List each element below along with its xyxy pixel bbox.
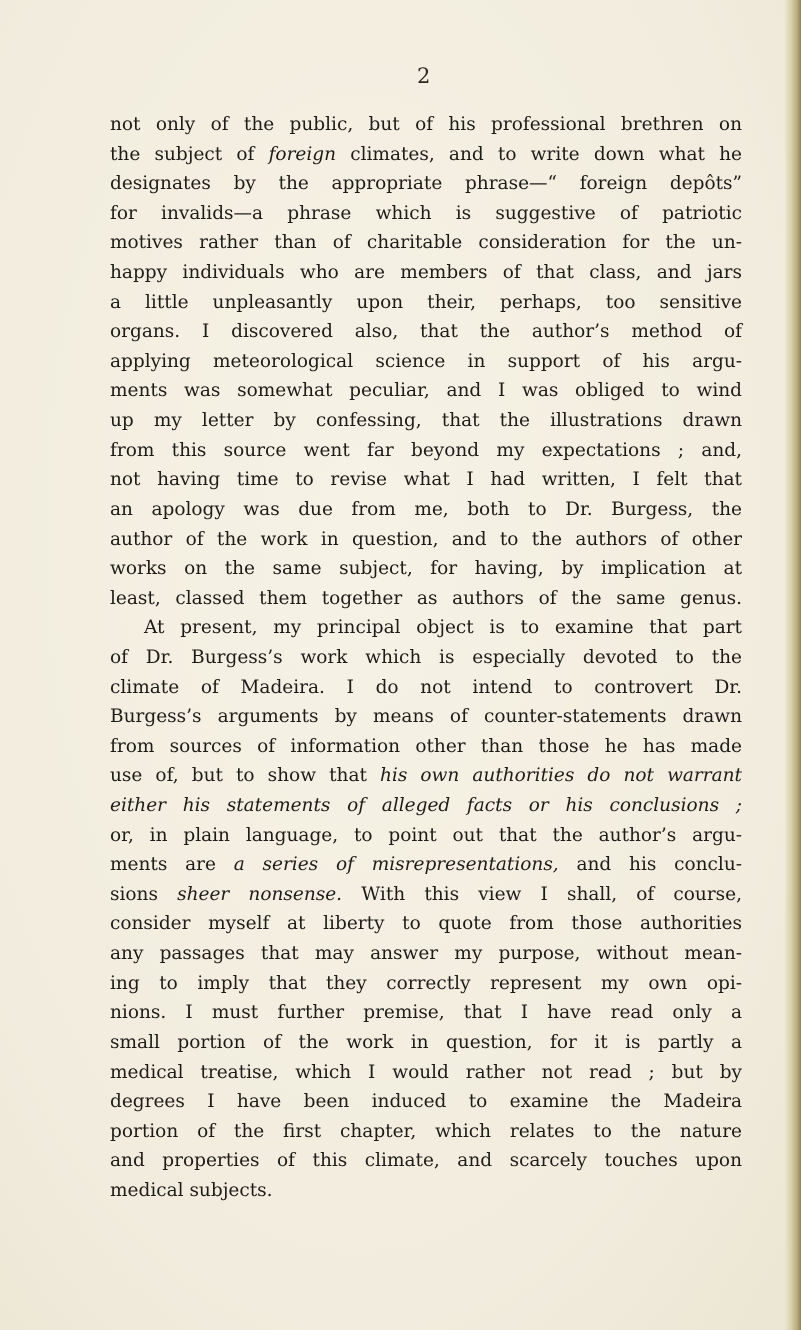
text-line <box>110 1058 742 1088</box>
text-line <box>110 850 742 880</box>
page-number: 2 <box>417 64 431 88</box>
body-text <box>110 110 742 1206</box>
text-line <box>110 791 742 821</box>
text-run: designates by the appropriate phrase—“ foreign depôts” <box>110 173 742 195</box>
text-line <box>110 613 742 643</box>
text-line <box>110 1087 742 1117</box>
text-line <box>110 1146 742 1176</box>
text-run: medical subjects. <box>110 1179 273 1201</box>
text-line <box>110 702 742 732</box>
text-run: up my letter by confessing, that the illustrations drawn <box>110 410 742 432</box>
italic-run: foreign <box>268 143 337 165</box>
text-line <box>110 643 742 673</box>
text-run: degrees I have been induced to examine the Madeira <box>110 1091 742 1113</box>
text-run: the subject of <box>110 143 269 165</box>
text-run: sions <box>110 883 178 905</box>
text-run: motives rather than of charitable consideration for the un- <box>110 232 742 254</box>
italic-run: sheer nonsense. <box>177 883 343 905</box>
text-line <box>110 317 742 347</box>
text-line <box>110 998 742 1028</box>
text-run: of Dr. Burgess’s work which is especially devoted to the <box>110 646 742 668</box>
text-line <box>110 140 742 170</box>
text-run: ments was somewhat peculiar, and I was obliged to wind <box>110 380 742 402</box>
text-line <box>110 584 742 614</box>
text-line <box>110 288 742 318</box>
text-line <box>110 406 742 436</box>
text-run: not having time to revise what I had written, I felt that <box>110 469 742 491</box>
text-run: an apology was due from me, both to Dr. Burgess, the <box>110 498 742 520</box>
text-run: from sources of information other than those he has made <box>110 735 742 757</box>
text-run: or, in plain language, to point out that the author’s argu- <box>110 824 742 846</box>
text-line <box>110 436 742 466</box>
text-run: At present, my principal object is to examine that part <box>144 617 742 639</box>
text-line <box>110 939 742 969</box>
text-run: any passages that may answer my purpose, without mean- <box>110 943 742 965</box>
text-run: consider myself at liberty to quote from those authorities <box>110 913 742 935</box>
text-line <box>110 495 742 525</box>
text-line <box>110 909 742 939</box>
text-run: applying meteorological science in support of his argu- <box>110 350 742 372</box>
text-run: works on the same subject, for having, by implication at <box>110 558 742 580</box>
text-run: and properties of this climate, and scarcely touches upon <box>110 1150 742 1172</box>
text-run: ing to imply that they correctly represent my own opi- <box>110 972 742 994</box>
text-line <box>110 969 742 999</box>
text-run: for invalids—a phrase which is suggestive of patriotic <box>110 202 742 224</box>
text-line <box>110 110 742 140</box>
text-line <box>110 880 742 910</box>
text-run: climates, and to write down what he <box>336 143 742 165</box>
text-line <box>110 376 742 406</box>
page-edge-shadow <box>785 0 801 1330</box>
italic-run: his own authorities do not warrant <box>380 765 742 787</box>
text-run: ments are <box>110 854 234 876</box>
text-line <box>110 228 742 258</box>
text-run: medical treatise, which I would rather not read ; but by <box>110 1061 742 1083</box>
text-line <box>110 761 742 791</box>
text-run: With this view I shall, of course, <box>342 883 742 905</box>
text-run: and his conclu- <box>558 854 742 876</box>
text-run: use of, but to show that <box>110 765 380 787</box>
text-line <box>110 1028 742 1058</box>
text-line <box>110 821 742 851</box>
text-line <box>110 1176 742 1206</box>
text-line <box>110 465 742 495</box>
text-run: climate of Madeira. I do not intend to controvert Dr. <box>110 676 742 698</box>
text-run: author of the work in question, and to the authors of other <box>110 528 742 550</box>
text-run: not only of the public, but of his professional brethren on <box>110 114 742 135</box>
text-line <box>110 169 742 199</box>
text-line <box>110 554 742 584</box>
text-run: least, classed them together as authors of the same genus. <box>110 587 742 609</box>
text-run: from this source went far beyond my expectations ; and, <box>110 439 742 461</box>
text-line <box>110 525 742 555</box>
text-run: organs. I discovered also, that the author’s method of <box>110 321 742 343</box>
italic-run: a series of misrepresentations, <box>233 854 559 876</box>
italic-run: either his statements of alleged facts or his conclusions ; <box>110 795 742 817</box>
text-line <box>110 258 742 288</box>
text-line <box>110 199 742 229</box>
text-run: Burgess’s arguments by means of counter-statements drawn <box>110 706 742 728</box>
text-run: small portion of the work in question, for it is partly a <box>110 1031 742 1053</box>
text-line <box>110 1117 742 1147</box>
text-run: nions. I must further premise, that I have read only a <box>110 1002 742 1024</box>
text-run: happy individuals who are members of that class, and jars <box>110 262 742 284</box>
text-run: portion of the first chapter, which relates to the nature <box>110 1120 742 1142</box>
text-line <box>110 347 742 377</box>
text-line <box>110 673 742 703</box>
text-run: a little unpleasantly upon their, perhaps, too sensitive <box>110 291 742 313</box>
text-line <box>110 732 742 762</box>
